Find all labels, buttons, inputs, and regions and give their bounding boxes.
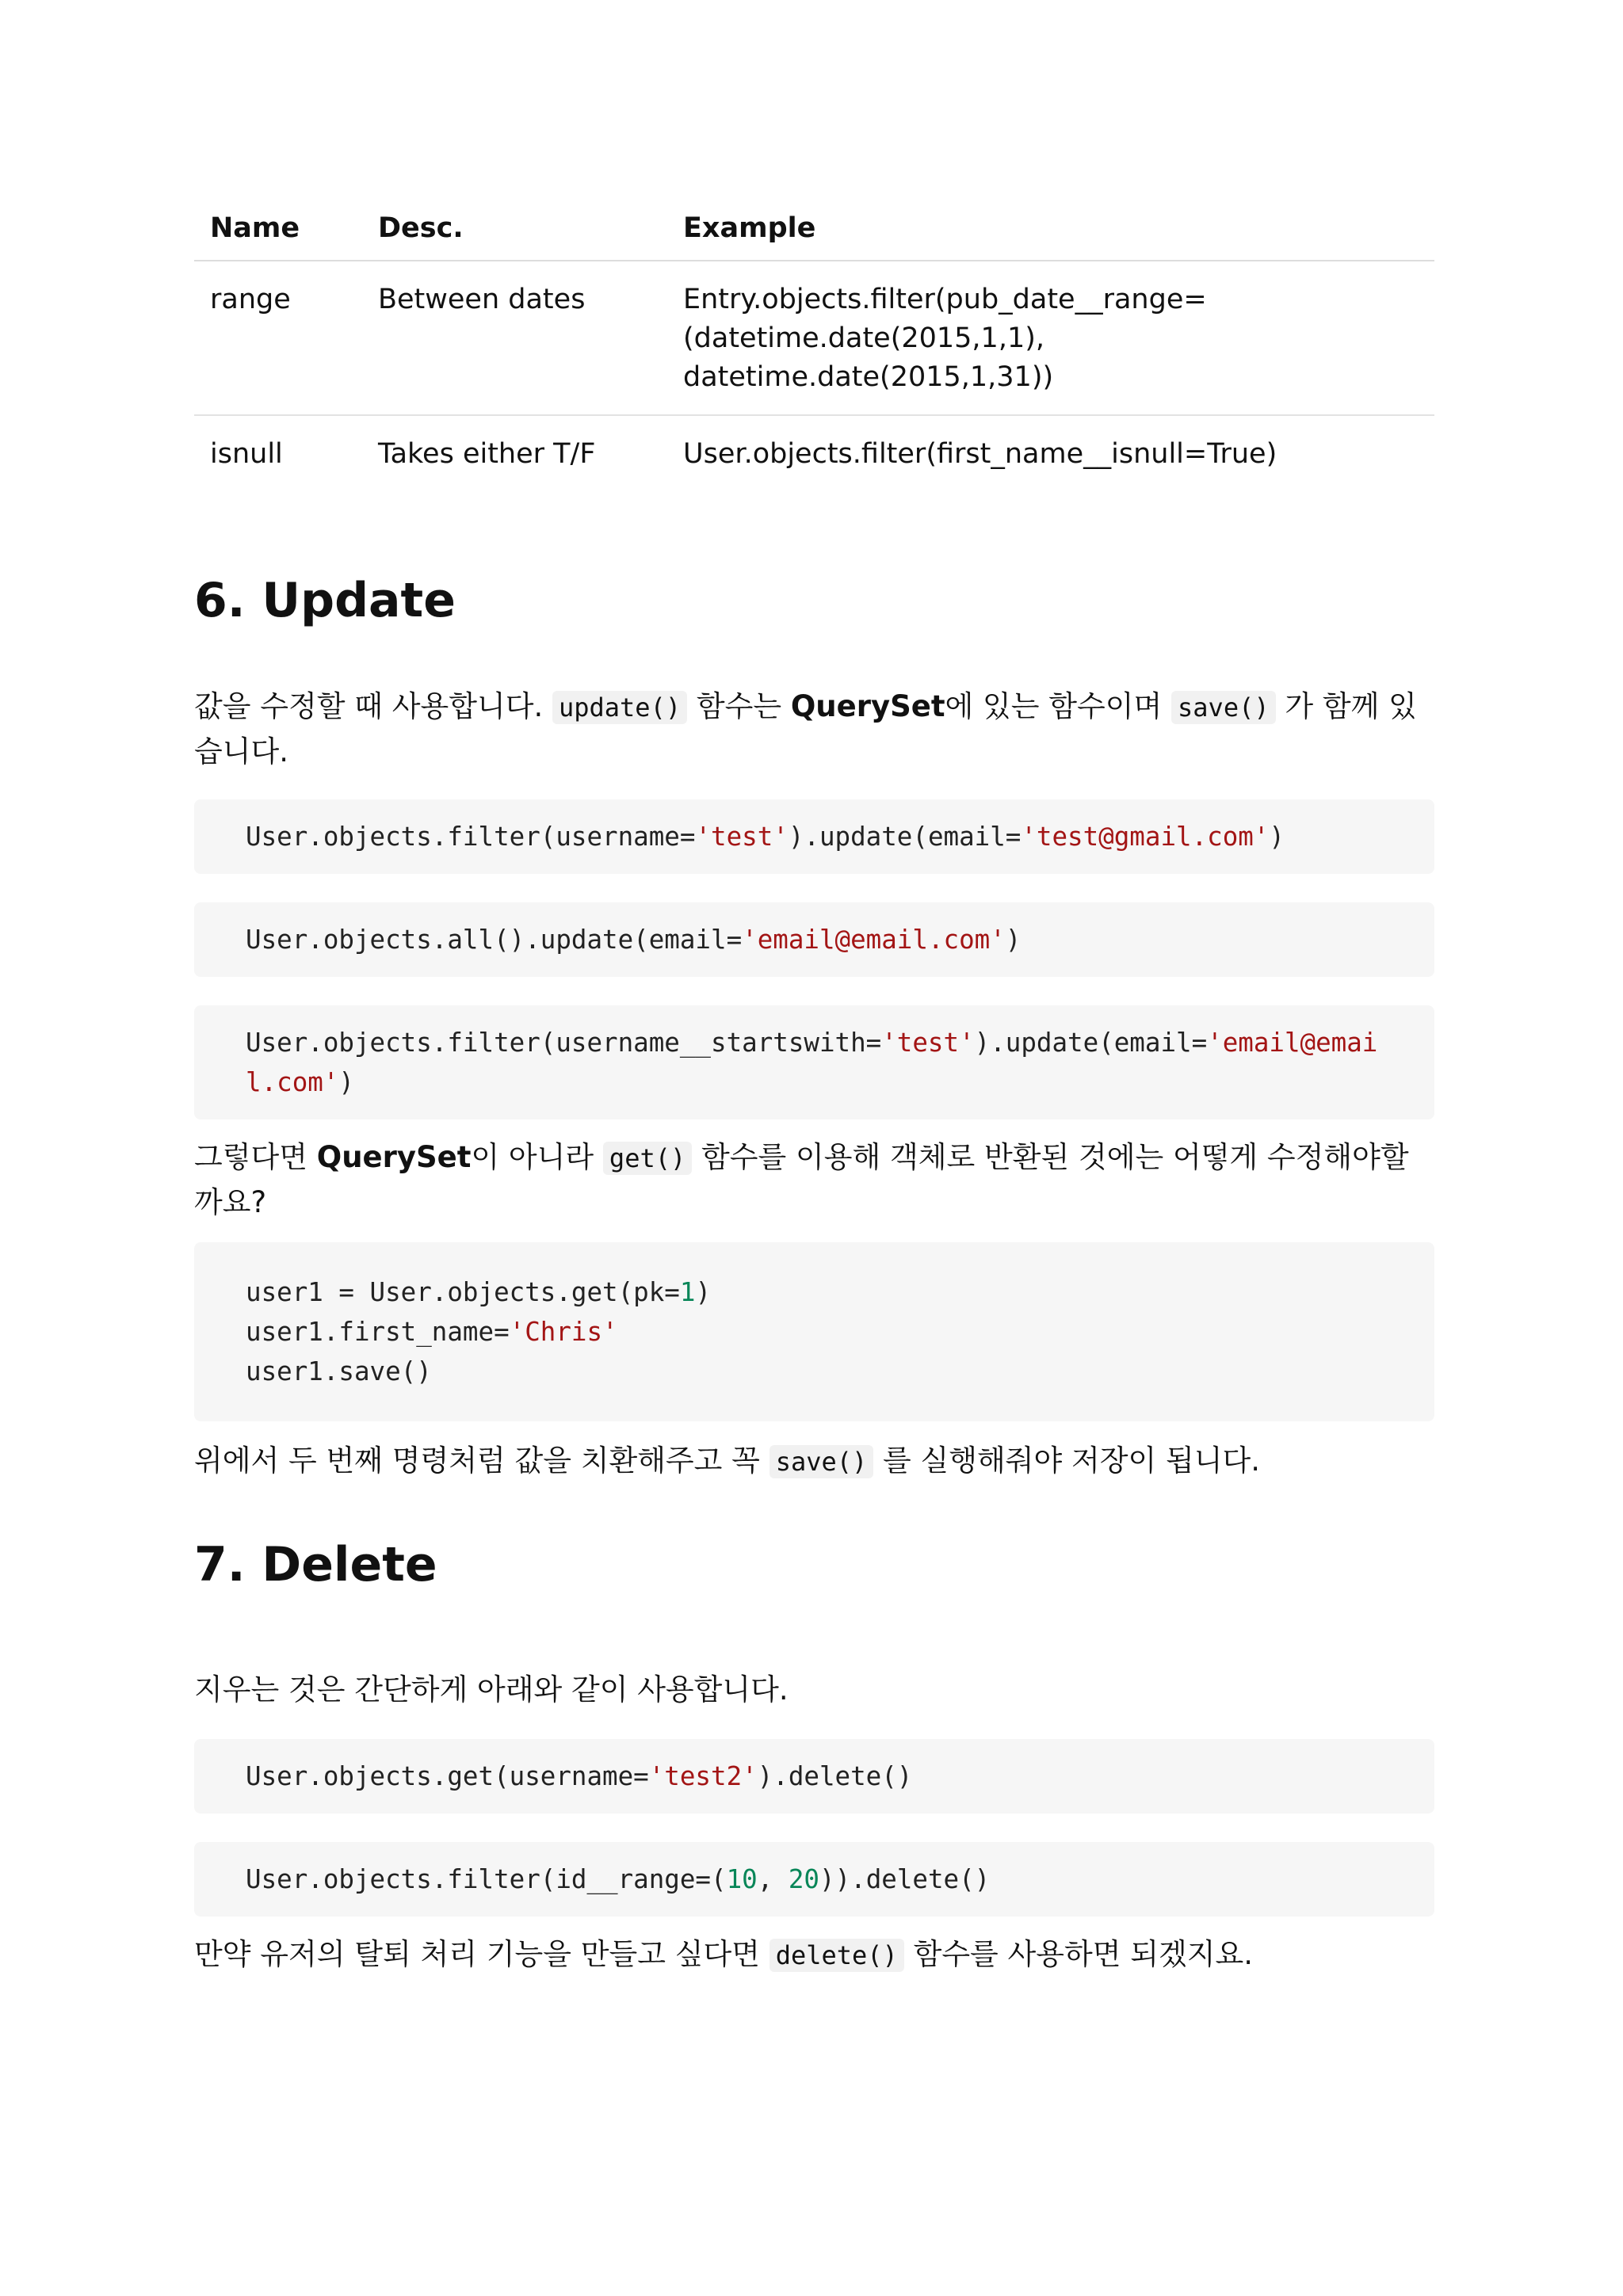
example-line: (datetime.date(2015,1,1), datetime.date(2015,1,31)) xyxy=(683,322,1054,393)
code-text: User.objects.filter(username__startswith= xyxy=(246,1028,882,1058)
code-block xyxy=(194,1739,1434,1814)
code-block xyxy=(194,799,1434,874)
code-number: 1 xyxy=(679,1277,696,1307)
inline-code: delete() xyxy=(769,1939,904,1972)
inline-code: update() xyxy=(552,691,687,724)
code-text: user1.first_name= xyxy=(246,1317,510,1347)
column-header-example: Example xyxy=(667,198,1434,261)
text-span: 위에서 두 번째 명령처럼 값을 치환해주고 꼭 xyxy=(194,1444,769,1478)
code-string: 'test' xyxy=(881,1028,975,1058)
bold-text: QuerySet xyxy=(790,689,945,723)
lookup-table xyxy=(194,198,1434,491)
code-text: ) xyxy=(1269,822,1285,852)
code-text: )).delete() xyxy=(819,1864,991,1894)
text-span: 값을 수정할 때 사용합니다. xyxy=(194,689,552,723)
text-span: 함수를 이용해 객체로 반환된 것에는 어떻게 수정해야할까요? xyxy=(194,1140,1409,1219)
cell-desc: Between dates xyxy=(362,261,667,415)
code-string: 'test@gmail.com' xyxy=(1021,822,1270,852)
text-span: 이 아니라 xyxy=(471,1140,603,1174)
code-string: 'email@email.com' xyxy=(742,925,1006,955)
code-text: ).update(email= xyxy=(974,1028,1208,1058)
table-row xyxy=(194,261,1434,415)
code-text: ) xyxy=(338,1067,354,1097)
text-span: 그렇다면 xyxy=(194,1140,317,1174)
code-block xyxy=(194,902,1434,977)
delete-intro-paragraph: 지우는 것은 간단하게 아래와 같이 사용합니다. xyxy=(194,1672,789,1707)
table-header-row xyxy=(194,198,1434,261)
code-text: User.objects.filter(username= xyxy=(246,822,696,852)
cell-desc: Takes either T/F xyxy=(378,438,596,470)
column-header-name: Name xyxy=(194,198,362,261)
inline-code: get() xyxy=(603,1142,692,1175)
code-text: ) xyxy=(695,1277,712,1307)
text-span: 함수는 xyxy=(687,689,791,723)
code-block xyxy=(194,1842,1434,1917)
cell-example xyxy=(667,261,1434,415)
table-row xyxy=(194,415,1434,491)
code-block xyxy=(194,1005,1434,1119)
code-number: 20 xyxy=(788,1864,819,1894)
section-heading-delete: 7. Delete xyxy=(194,1537,437,1592)
code-text: User.objects.get(username= xyxy=(246,1761,649,1791)
bold-text: QuerySet xyxy=(316,1140,472,1174)
code-string: 'test2' xyxy=(648,1761,758,1791)
code-string: 'test' xyxy=(695,822,789,852)
cell-example: User.objects.filter(first_name__isnull=True) xyxy=(683,438,1277,470)
code-number: 10 xyxy=(726,1864,758,1894)
code-text: user1.save() xyxy=(246,1356,432,1386)
cell-name: range xyxy=(194,261,362,415)
code-text: User.objects.all().update(email= xyxy=(246,925,743,955)
code-text: , xyxy=(757,1864,789,1894)
text-span: 가 함께 있습니다. xyxy=(194,689,1417,769)
text-span: 를 실행해줘야 저장이 됩니다. xyxy=(873,1444,1260,1478)
document-content xyxy=(194,198,1434,1978)
example-line: Entry.objects.filter(pub_date__range= xyxy=(683,284,1207,315)
code-text: ).delete() xyxy=(757,1761,913,1791)
text-span: 만약 유저의 탈퇴 처리 기능을 만들고 싶다면 xyxy=(194,1937,769,1971)
cell-name: isnull xyxy=(210,438,283,470)
code-text: ).update(email= xyxy=(788,822,1022,852)
code-block xyxy=(194,1242,1434,1421)
update-question-paragraph xyxy=(194,1135,1434,1225)
inline-code: save() xyxy=(1171,691,1276,724)
section-heading-update: 6. Update xyxy=(194,573,456,628)
update-intro-paragraph xyxy=(194,685,1434,774)
column-header-desc: Desc. xyxy=(362,198,667,261)
text-span: 함수를 사용하면 되겠지요. xyxy=(903,1937,1254,1971)
inline-code: save() xyxy=(769,1445,874,1478)
update-note-paragraph xyxy=(194,1439,1434,1484)
code-string: 'Chris' xyxy=(509,1317,618,1347)
code-text: user1 = User.objects.get(pk= xyxy=(246,1277,680,1307)
code-string: 'email@email.com' xyxy=(246,1028,1378,1097)
code-text: ) xyxy=(1005,925,1022,955)
code-text: User.objects.filter(id__range=( xyxy=(246,1864,727,1894)
delete-outro-paragraph xyxy=(194,1932,1434,1978)
text-span: 에 있는 함수이며 xyxy=(945,689,1172,723)
